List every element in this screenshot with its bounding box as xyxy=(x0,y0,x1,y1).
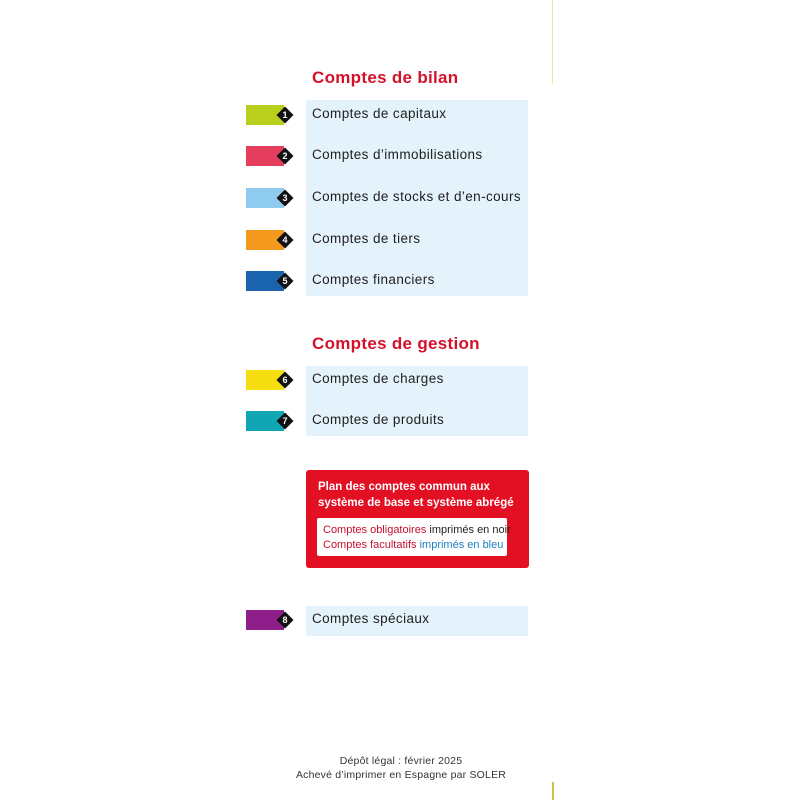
list-item-label: Comptes d’immobilisations xyxy=(312,147,483,162)
section-title-gestion: Comptes de gestion xyxy=(312,334,480,353)
list-item-capitaux xyxy=(246,105,536,125)
list-item-immobilisations xyxy=(246,146,536,166)
list-item-label: Comptes financiers xyxy=(312,272,435,287)
list-item-label: Comptes de stocks et d’en-cours xyxy=(312,189,521,204)
margin-line-bottom xyxy=(552,782,554,800)
list-item-label: Comptes spéciaux xyxy=(312,611,430,626)
list-item-label: Comptes de charges xyxy=(312,371,444,386)
list-item-financiers xyxy=(246,271,536,291)
list-item-produits xyxy=(246,411,536,431)
list-item-speciaux xyxy=(246,610,536,630)
list-item-charges xyxy=(246,370,536,390)
number-diamond-icon: 4 xyxy=(277,232,293,248)
footer-depot-legal: Dépôt légal : février 2025 xyxy=(339,755,463,767)
number-diamond-icon: 3 xyxy=(277,190,293,206)
number-diamond-icon: 7 xyxy=(277,413,293,429)
number-diamond-icon: 1 xyxy=(277,107,293,123)
number-diamond-icon: 8 xyxy=(277,612,293,628)
list-item-label: Comptes de produits xyxy=(312,412,445,427)
margin-line-top xyxy=(552,0,553,84)
legend-line-facultatifs: Comptes facultatifs imprimés en bleu xyxy=(323,539,504,551)
info-box-title: Plan des comptes commun aux système de base et système abrégé xyxy=(318,481,514,509)
list-item-label: Comptes de capitaux xyxy=(312,106,447,121)
number-diamond-icon: 6 xyxy=(277,372,293,388)
number-diamond-icon: 2 xyxy=(277,148,293,164)
list-item-stocks xyxy=(246,188,536,208)
section-title-bilan: Comptes de bilan xyxy=(312,68,459,87)
legend-line-obligatoires: Comptes obligatoires imprimés en noir xyxy=(323,524,511,536)
list-item-tiers xyxy=(246,230,536,250)
info-box xyxy=(306,470,529,568)
legend-box xyxy=(317,518,511,556)
footer-imprimeur: Achevé d’imprimer en Espagne par SOLER xyxy=(295,769,507,781)
list-item-label: Comptes de tiers xyxy=(312,231,421,246)
number-diamond-icon: 5 xyxy=(277,273,293,289)
